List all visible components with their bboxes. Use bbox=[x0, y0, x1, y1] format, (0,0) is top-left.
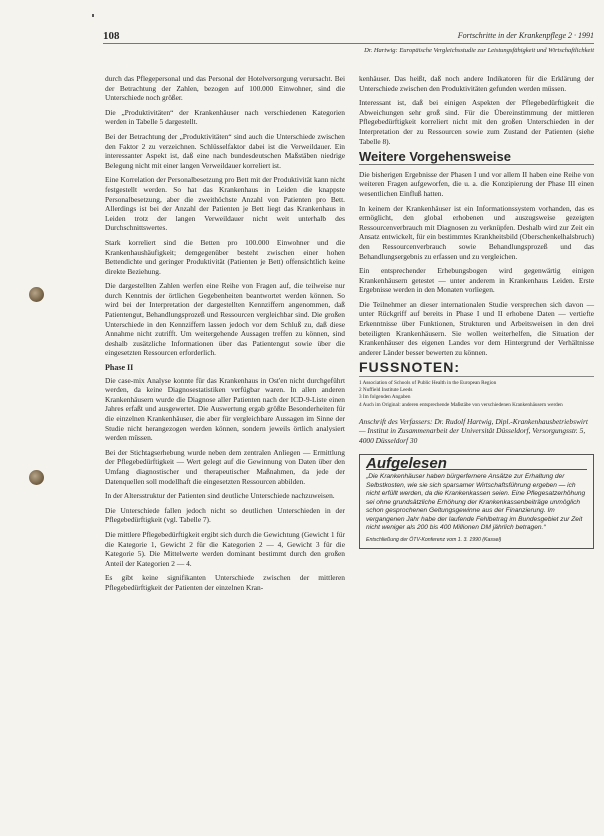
footnote: 4 Auch im Original: anderen entsprechende Maßstäbe von verschiedenen Krankenhäusern werden bbox=[359, 401, 563, 408]
paragraph: Die case-mix Analyse konnte für das Krankenhaus in Ost'en nicht durchgeführt werden, da keine Diagnosestatistiken verfügbar waren. In allen anderen Krankenhäusern wurde die Diagnose aller Patienten nach der ICD-9-Liste einen Jahres erfaßt und ausgewertet. Die Auswertung ergab größte Besonderheiten für die einzelnen Krankenhäuser, die aber für vergleichbare Aussagen im Sinne der Studie nicht herangezogen werden können, sondern jeweils örtlich analysiert werden müssen. bbox=[105, 375, 345, 443]
footnote: 3 Im folgenden Angaben bbox=[359, 394, 411, 401]
paragraph: Ein entsprechender Erhebungsbogen wird gegenwärtig einigen Krankenhäusern getestet — unter anderem in Krankenhaus Leiden. Erste Ergebnisse werden in den Monaten vorliegen. bbox=[359, 266, 594, 295]
paragraph: Eine Korrelation der Personalbesetzung pro Bett mit der Produktivität kann nicht festgestellt werden. So hat das Krankenhaus in Leiden die knappste Personalbesetzung, aber die zweithöchste Anzahl von Patienten pro Bett. Allerdings ist bei der Anzahl der Patienten je Bett liegt das Krankenhaus in Leiden trotz der langen Verweildauer nicht weit unterhalb des Durchschnittswertes. bbox=[105, 175, 345, 233]
paragraph: Interessant ist, daß bei einigen Aspekten der Pflegebedürftigkeit die Abweichungen sehr groß sind. Für die Übereinstimmung der mittleren Pflegebedürftigkeit korreliert nicht mit den großen Unterschieden in der Interpretation der zu Ressourcen sowie zum Zustand der Patienten (siehe Tabelle 8). bbox=[359, 98, 594, 146]
footnote: 2 Nuffield Institute Leeds bbox=[359, 387, 413, 394]
section-heading: Phase II bbox=[105, 363, 134, 373]
author-address: Anschrift des Verfassers: Dr. Rudolf Hartwig, Dipl.-Krankenhausbetriebswirt — Institut in Zusammenarbeit der Universität Düsseldorf, Versorgungsstr. 5, 4000 Düsseldorf 30 bbox=[359, 416, 588, 446]
paragraph: Bei der Betrachtung der „Produktivitäten“ sind auch die Unterschiede zwischen den Faktor 2 zu verzeichnen. Schlüsselfaktor dabei ist die Verweildauer. Ein interessanter Aspekt ist, daß eine nach bundesdeutschen Maßstäben niedrige Belegung nicht mit einer langen Verweildauer korreliert ist. bbox=[105, 131, 345, 170]
paragraph: durch das Pflegepersonal und das Personal der Hotelversorgung verursacht. Bei der Betrachtung der Zahlen, bezogen auf 100.000 Einwohner, sind die Unterschiede noch größer. bbox=[105, 74, 345, 103]
box-title: Aufgelesen bbox=[366, 459, 587, 471]
punch-hole bbox=[29, 287, 44, 302]
page-number: 108 bbox=[103, 30, 120, 42]
paragraph: In keinem der Krankenhäuser ist ein Informationssystem vorhanden, das es ermöglicht, den global erhobenen und auszugsweise gezeigten Ressourcenverbrauch mit Diagnosen zu verknüpfen. Deshalb wird zur Zeit ein Ansatz entwickelt, für ein bestimmtes Krankheitsbild (Oberschenkelhalsbruch) den Ressourcenverbrauch sowie Behandlungsprozeß und das Behandlungsergebnis zu erfassen und zu vergleichen. bbox=[359, 203, 594, 261]
paragraph: Die Teilnehmer an dieser internationalen Studie versprechen sich davon — unter Rückgriff auf bereits in Phase I und II erhobene Daten — vertiefte Erkenntnisse über Funktionen, Strukturen und Arbeitsweisen in den drei beteiligten Krankenhäusern. Sie wollen weiterhelfen, die Situation der Krankenhäuser des eigenen Landes vor dem Hintergrund der Verhältnisse anderer Länder besser bewerten zu können. bbox=[359, 299, 594, 357]
footnotes-title: FUSSNOTEN: bbox=[359, 359, 460, 376]
paragraph: Bei der Stichtagserhebung wurde neben dem zentralen Anliegen — Ermittlung der Pflegebedürftigkeit — Wert gelegt auf die Gewinnung von Daten über den Umfang diagnostischer und therapeutischer Maßnahmen, da jede der Datenquellen soll modellhaft die eingesetzten Ressourcen abbilden. bbox=[105, 447, 345, 486]
box-source: Entschließung der ÖTV-Konferenz vom 1. 3. 1990 (Kassel) bbox=[366, 536, 502, 543]
aufgelesen-box bbox=[359, 454, 594, 550]
section-title: Weitere Vorgehensweise bbox=[359, 152, 594, 165]
paragraph: kenhäuser. Das heißt, daß noch andere Indikatoren für die Erklärung der Unterschiede zwischen den Produktivitäten gefunden werden müssen. bbox=[359, 74, 594, 93]
box-quote: „Die Krankenhäuser haben bürgerfernere Ansätze zur Erhaltung der Selbstkosten, wie sie sich sparsamer Wirtschaftsführung ergeben — ich nicht erfüllt werden, da die Krankenkassen seien. Eine Pflegesatzerhöhung sei ohne grundsätzliche Erhöhung der Krankenkassenbeiträge unmöglich schon gesprochenen Geltungsgewinne aus der Finanzierung. Im vergangenen Jahr habe der laufende Fehlbetrag im Bundesgebiet zur Zeit nicht weniger als 200 bis 400 Millionen DM jährlich betragen.“ bbox=[366, 473, 586, 532]
paragraph: Stark korreliert sind die Betten pro 100.000 Einwohner und die Krankenhaushäufigkeit; demgegenüber besteht zwischen einer hohen Bettendichte und geringer Produktivität (Patienten je Bett) offensichtlich keine direkte Beziehung. bbox=[105, 237, 345, 276]
left-column bbox=[105, 74, 345, 598]
journal-title: Fortschritte in der Krankenpflege 2 · 1991 bbox=[457, 31, 594, 40]
article-running-title: Dr. Hartwig: Europäische Vergleichsstudie zur Leistungsfähigkeit und Wirtschaftlichkeit bbox=[364, 47, 594, 54]
footnote: 1 Association of Schools of Public Health in the European Region bbox=[359, 380, 497, 387]
paragraph: Die dargestellten Zahlen werfen eine Reihe von Fragen auf, die teilweise nur durch Kenntnis der örtlichen Gegebenheiten beantwortet werden können. So wird bei der Interpretation der dargestellten Kennziffern angenommen, daß Patientengut, Behandlungsprozeß und Ressourcen vergleichbar sind. Die großen Unterschiede in den Kennziffern lassen jedoch vor dem Schluß zu, daß diese Annahme nicht zutrifft. Um weitergehende Aussagen treffen zu können, sind deshalb zusätzliche Informationen über das Patientengut sowie über die eingesetzten Ressourcen erforderlich. bbox=[105, 281, 345, 358]
scan-mark bbox=[92, 14, 94, 17]
paragraph: Die bisherigen Ergebnisse der Phasen I und vor allem II haben eine Reihe von weiteren Fragen aufgeworfen, die u. a. die Konzipierung der Phase III einen wesentlichen Einfluß hatten. bbox=[359, 169, 594, 198]
paragraph: Die „Produktivitäten“ der Krankenhäuser nach verschiedenen Kategorien werden in Tabelle 5 dargestellt. bbox=[105, 107, 345, 127]
header-rule bbox=[103, 43, 594, 44]
paragraph: In der Altersstruktur der Patienten sind deutliche Unterschiede nachzuweisen. bbox=[105, 491, 335, 501]
right-column bbox=[359, 74, 594, 549]
punch-hole bbox=[29, 470, 44, 485]
paragraph: Die mittlere Pflegebedürftigkeit ergibt sich durch die Gewichtung (Gewicht 1 für die Kategorie 1, Gewicht 2 für die Kategorien 2 — 4, Gewicht 3 für die Kategorie 5). Die Mittelwerte werden dominant bestimmt durch den großen Anteil der Kategorien 2 — 4. bbox=[105, 529, 345, 568]
paragraph: Es gibt keine signifikanten Unterschiede zwischen der mittleren Pflegebedürftigkeit der Patienten der einzelnen Kran- bbox=[105, 573, 345, 592]
footnotes-list bbox=[359, 376, 594, 409]
paragraph: Die Unterschiede fallen jedoch nicht so deutlichen Unterschieden in der Pflegebedürftigkeit (vgl. Tabelle 7). bbox=[105, 505, 345, 525]
